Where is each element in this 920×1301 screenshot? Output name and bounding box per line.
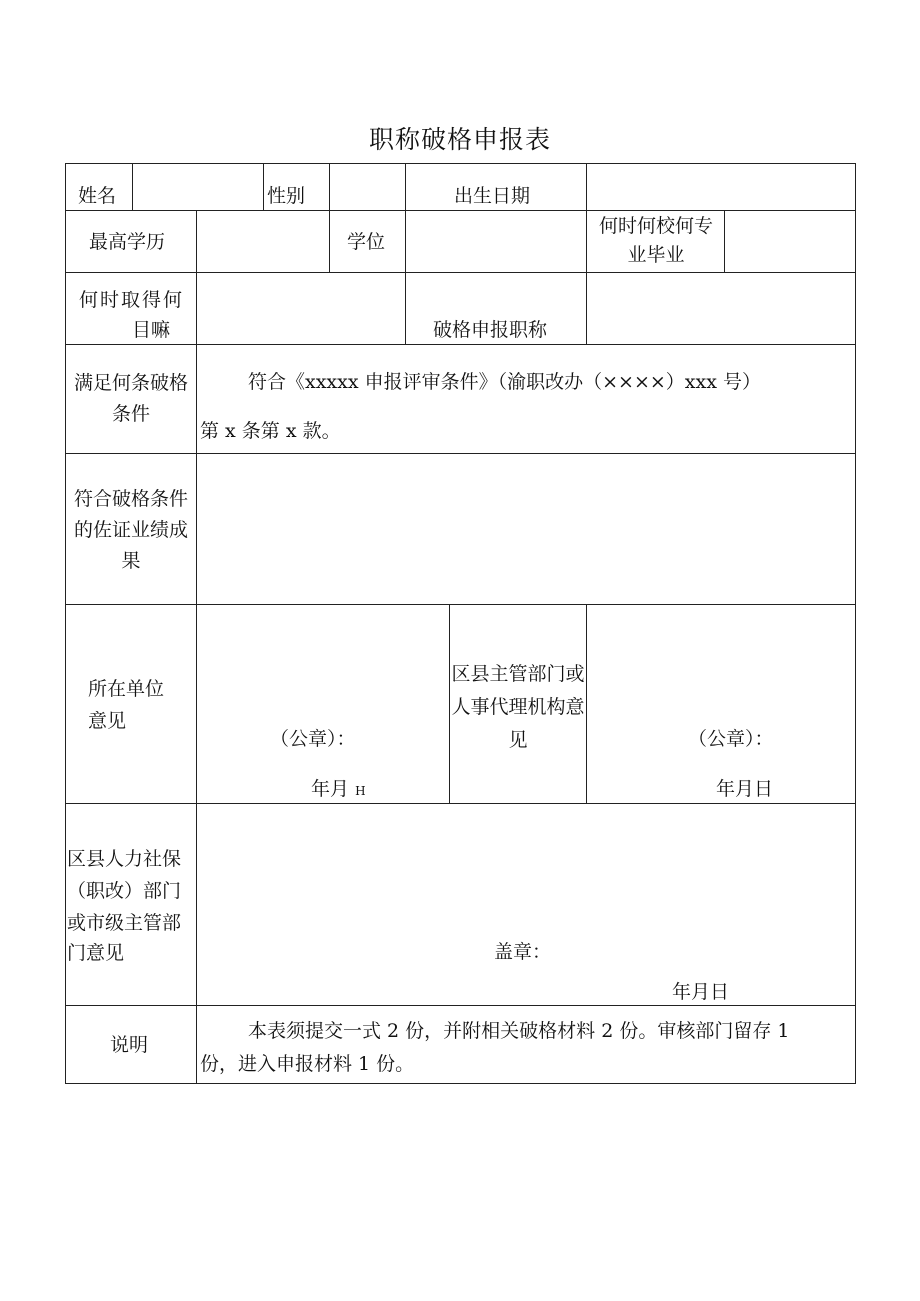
unit-opinion-label-line2: 意见 [88, 710, 127, 732]
hr-dept-label-line3: 或市级主管部 [67, 912, 182, 934]
cell-divider [405, 163, 406, 210]
district-date: 年月日 [716, 778, 774, 800]
hr-seal-label: 盖章： [494, 941, 552, 963]
row-divider [65, 604, 856, 605]
row-divider [65, 1005, 856, 1006]
cell-divider [724, 210, 725, 272]
unit-date-text: 年月 [311, 778, 350, 800]
hr-dept-label-line4: 门意见 [67, 942, 125, 964]
gender-label: 性别 [267, 185, 306, 207]
birth-date-label: 出生日期 [454, 185, 531, 207]
cell-divider [586, 604, 587, 803]
cell-divider [449, 604, 450, 803]
cell-divider [196, 210, 197, 272]
cell-divider [405, 210, 406, 272]
cell-divider [586, 163, 587, 210]
notes-line1: 本表须提交一式 2 份，并附相关破格材料 2 份。审核部门留存 1 [248, 1020, 790, 1042]
unit-seal-label: （公章）： [270, 728, 356, 750]
table-border-left [65, 163, 66, 1084]
table-border-top [65, 163, 856, 164]
degree-label: 学位 [347, 231, 386, 253]
table-border-bottom [65, 1083, 856, 1084]
cell-divider [196, 272, 197, 344]
conditions-label: 满足何条破格条件 [73, 372, 188, 425]
cell-divider [196, 344, 197, 1083]
cell-divider [263, 163, 264, 210]
name-label: 姓名 [78, 185, 117, 207]
notes-line2: 份，进入申报材料 1 份。 [200, 1053, 415, 1075]
row-divider [65, 272, 856, 273]
district-seal-label: （公章）： [688, 728, 774, 750]
break-title-label: 破格申报职称 [433, 319, 548, 341]
district-dept-label: 区县主管部门或人事代理机构意见 [451, 663, 585, 751]
table-border-right [855, 163, 856, 1084]
cell-divider [329, 210, 330, 272]
obtained-label-line2: 目嘛 [132, 319, 171, 341]
cell-divider [132, 163, 133, 210]
hr-dept-label-line1: 区县人力社保 [67, 848, 182, 870]
notes-label: 说明 [110, 1034, 149, 1056]
cell-divider [329, 163, 330, 210]
page-title: 职称破格申报表 [368, 125, 551, 154]
unit-date-suffix: H [355, 784, 366, 798]
conditions-line1: 符合《xxxxx 申报评审条件》（渝职改办（××××）xxx 号） [248, 371, 761, 393]
obtained-label-line1: 何时取得何 [79, 289, 185, 311]
hr-dept-label-line2: （职改）部门 [67, 880, 182, 902]
cell-divider [586, 210, 587, 272]
cell-divider [586, 272, 587, 344]
cell-divider [405, 272, 406, 344]
row-divider [65, 453, 856, 454]
graduation-label: 何时何校何专业毕业 [598, 215, 713, 266]
unit-opinion-label-line1: 所在单位 [88, 678, 165, 700]
conditions-line2: 第 x 条第 x 款。 [200, 420, 341, 442]
unit-date [311, 774, 366, 807]
education-label: 最高学历 [89, 231, 166, 253]
evidence-label: 符合破格条件的佐证业绩成果 [73, 488, 188, 572]
hr-date: 年月日 [672, 981, 730, 1003]
